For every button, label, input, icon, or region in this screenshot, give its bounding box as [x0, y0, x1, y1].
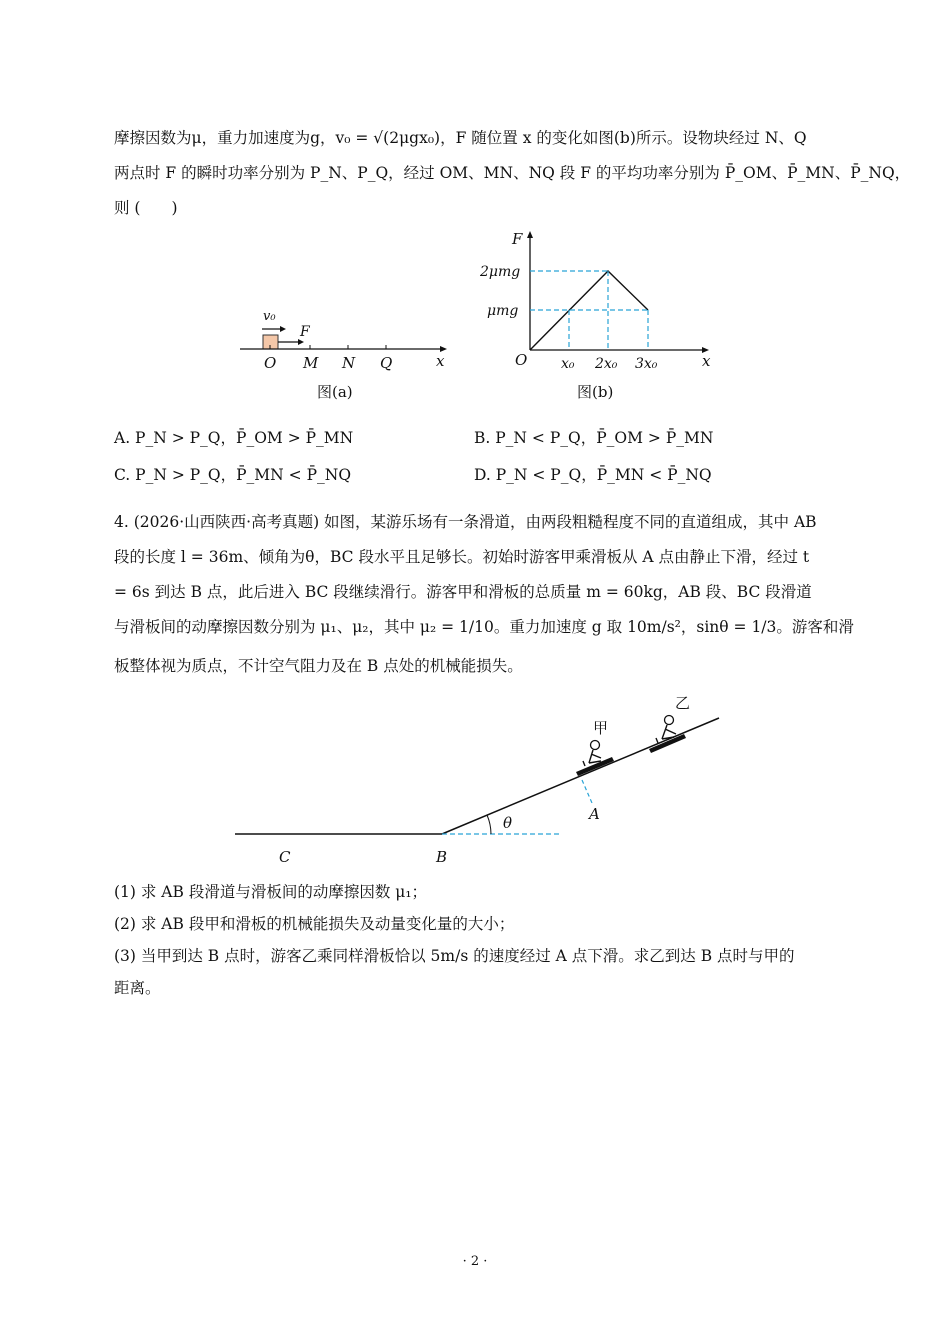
label-C: C — [279, 848, 291, 866]
problem4-line-4: 与滑板间的动摩擦因数分别为 μ₁、μ₂，其中 μ₂ = 1/10。重力加速度 g 取 10m/s²，sinθ = 1/3。游客和滑 — [114, 618, 854, 636]
question-1: (1) 求 AB 段滑道与滑板间的动摩擦因数 μ₁； — [114, 883, 428, 901]
label-v0: v₀ — [263, 309, 276, 324]
figure-b — [470, 222, 730, 407]
label-x0: x₀ — [561, 356, 575, 372]
problem4-line-2: 段的长度 l = 36m、倾角为θ，BC 段水平且足够长。初始时游客甲乘滑板从 A 点由静止下滑，经过 t — [114, 548, 810, 566]
label-2x0: 2x₀ — [595, 356, 618, 372]
label-jia: 甲 — [593, 719, 609, 737]
point-a-marker — [582, 780, 592, 803]
label-A: A — [589, 805, 600, 823]
problem4-line-5: 板整体视为质点，不计空气阻力及在 B 点处的机械能损失。 — [114, 657, 523, 675]
label-F-a: F — [300, 324, 310, 340]
option-b: B. P_N < P_Q，P̄_OM > P̄_MN — [474, 429, 714, 447]
incline-track — [442, 718, 719, 834]
option-d: D. P_N < P_Q，P̄_MN < P̄_NQ — [474, 466, 712, 484]
label-Q: Q — [380, 354, 393, 372]
angle-arc — [487, 815, 491, 834]
problem3-line-2: 两点时 F 的瞬时功率分别为 P_N、P_Q，经过 OM、MN、NQ 段 F 的平均功率分别为 P̄_OM、P̄_MN、P̄_NQ， — [114, 164, 911, 182]
caption-a: 图(a) — [317, 383, 353, 401]
caption-b: 图(b) — [577, 383, 614, 401]
option-a: A. P_N > P_Q，P̄_OM > P̄_MN — [114, 429, 354, 447]
problem3-line-1: 摩擦因数为μ，重力加速度为g，v₀ = √(2μgx₀)，F 随位置 x 的变化如图(b)所示。设物块经过 N、Q — [114, 129, 807, 147]
label-3x0: 3x₀ — [635, 356, 658, 372]
label-x-b: x — [702, 352, 711, 370]
problem4-line-3: = 6s 到达 B 点，此后进入 BC 段继续滑行。游客甲和滑板的总质量 m = 60kg，AB 段、BC 段滑道 — [114, 583, 812, 601]
slide-figure — [225, 688, 735, 873]
label-M: M — [303, 354, 319, 372]
label-mumg: μmg — [487, 303, 519, 319]
label-O-a: O — [264, 354, 277, 372]
option-c: C. P_N > P_Q，P̄_MN < P̄_NQ — [114, 466, 352, 484]
problem4-line-1: 4. (2026·山西陕西·高考真题) 如图，某游乐场有一条滑道，由两段粗糙程度不同的直道组成，其中 AB — [114, 513, 817, 531]
label-theta: θ — [503, 814, 513, 832]
label-F-b: F — [512, 230, 523, 248]
label-N: N — [342, 354, 356, 372]
label-x-a: x — [436, 352, 445, 370]
label-2mumg: 2μmg — [480, 264, 521, 280]
problem3-line-3: 则 ( ) — [114, 199, 178, 217]
question-3-cont: 距离。 — [114, 979, 161, 997]
label-yi: 乙 — [675, 694, 691, 712]
question-2: (2) 求 AB 段甲和滑板的机械能损失及动量变化量的大小； — [114, 915, 515, 933]
question-3: (3) 当甲到达 B 点时，游客乙乘同样滑板恰以 5m/s 的速度经过 A 点下滑。求乙到达 B 点时与甲的 — [114, 947, 795, 965]
figure-a — [230, 300, 460, 410]
page-number: · 2 · — [462, 1254, 488, 1269]
label-O-b: O — [515, 351, 528, 369]
label-B: B — [436, 848, 448, 866]
